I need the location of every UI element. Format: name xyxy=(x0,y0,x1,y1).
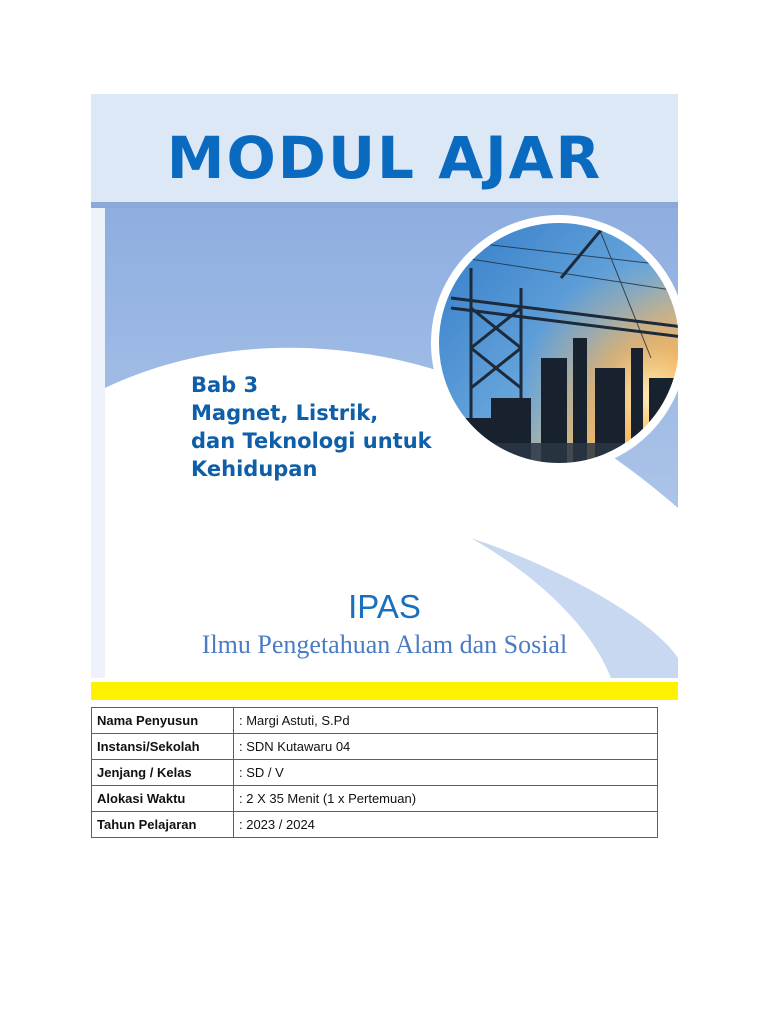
cover-page xyxy=(91,94,678,700)
chapter-line: Magnet, Listrik, xyxy=(191,401,379,425)
chapter-line: Kehidupan xyxy=(191,457,318,481)
module-title: MODUL AJAR xyxy=(166,124,603,192)
row-label: Alokasi Waktu xyxy=(92,786,234,812)
yellow-divider xyxy=(91,682,678,700)
row-value: : 2 X 35 Menit (1 x Pertemuan) xyxy=(234,786,658,812)
row-label: Tahun Pelajaran xyxy=(92,812,234,838)
chapter-line: Bab 3 xyxy=(191,373,259,397)
chapter-line: dan Teknologi untuk xyxy=(191,429,432,453)
chapter-heading xyxy=(191,371,432,483)
table-row xyxy=(92,812,658,838)
row-label: Jenjang / Kelas xyxy=(92,760,234,786)
table-row xyxy=(92,708,658,734)
row-value: : 2023 / 2024 xyxy=(234,812,658,838)
module-info-table xyxy=(91,707,658,838)
subject-full-name: Ilmu Pengetahuan Alam dan Sosial xyxy=(201,630,568,659)
table-row xyxy=(92,786,658,812)
subject-abbrev: IPAS xyxy=(348,588,421,625)
row-value: : SD / V xyxy=(234,760,658,786)
row-label: Instansi/Sekolah xyxy=(92,734,234,760)
title-band xyxy=(91,94,678,202)
row-label: Nama Penyusun xyxy=(92,708,234,734)
table-row xyxy=(92,760,658,786)
row-value: : SDN Kutawaru 04 xyxy=(234,734,658,760)
table-row xyxy=(92,734,658,760)
row-value: : Margi Astuti, S.Pd xyxy=(234,708,658,734)
